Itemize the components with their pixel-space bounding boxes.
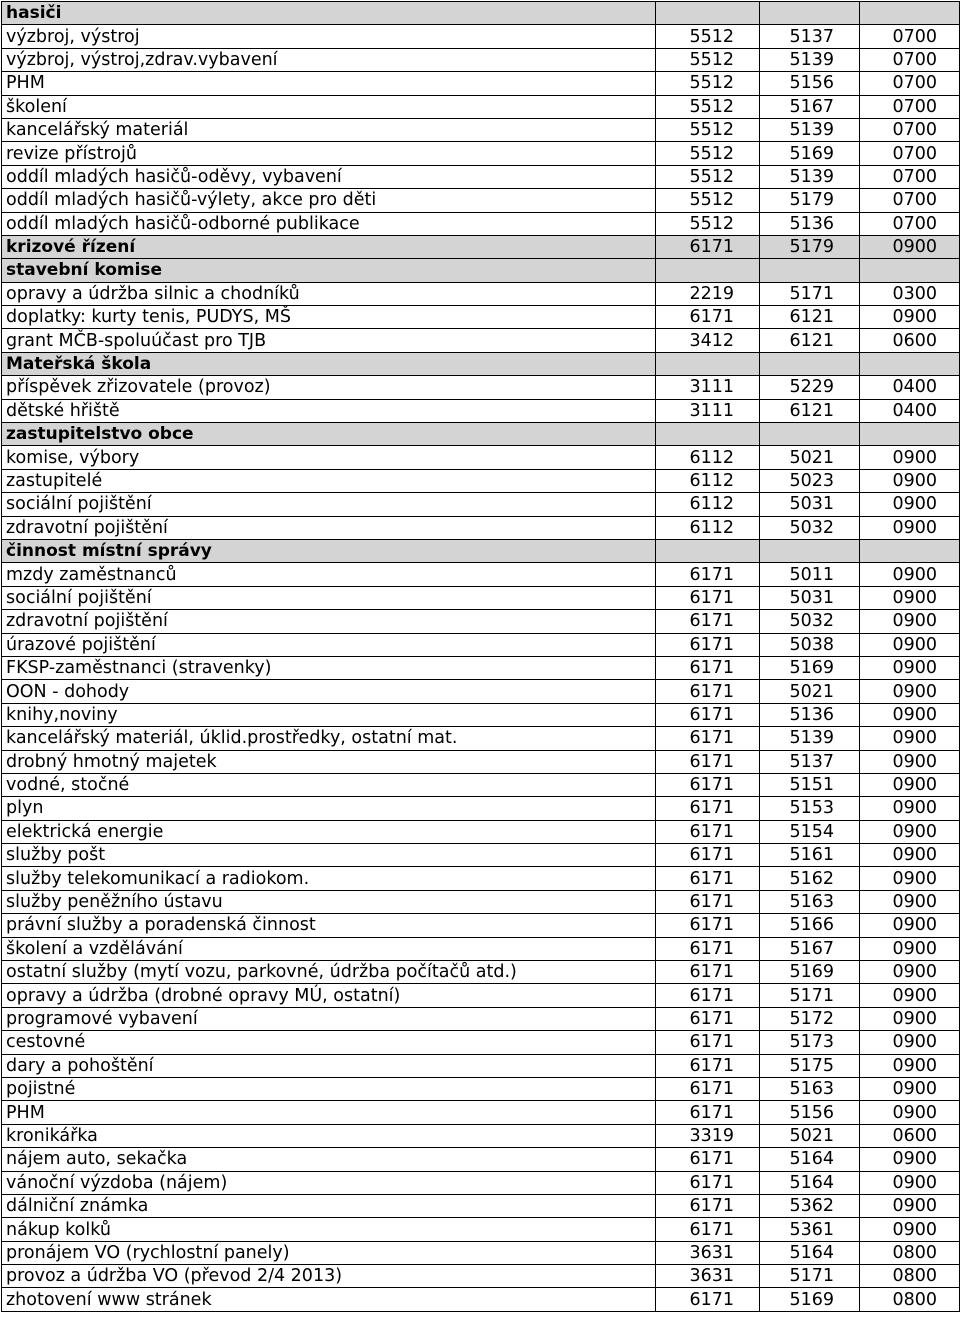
table-row — [2, 306, 960, 329]
code-b-cell: 5032 — [760, 610, 860, 633]
code-c-cell: 0700 — [860, 142, 960, 165]
item-label-cell: plyn — [2, 797, 656, 820]
code-b-cell: 5137 — [760, 750, 860, 773]
item-label-cell: služby telekomunikací a radiokom. — [2, 867, 656, 890]
table-row — [2, 329, 960, 352]
code-c-cell — [860, 2, 960, 25]
item-label-cell: sociální pojištění — [2, 493, 656, 516]
table-row — [2, 1288, 960, 1311]
item-label-cell: ostatní služby (mytí vozu, parkovné, údržba počítačů atd.) — [2, 961, 656, 984]
code-b-cell: 5136 — [760, 212, 860, 235]
code-c-cell: 0900 — [860, 1218, 960, 1241]
table-row — [2, 563, 960, 586]
code-b-cell: 5361 — [760, 1218, 860, 1241]
item-label-cell: zdravotní pojištění — [2, 610, 656, 633]
code-b-cell — [760, 423, 860, 446]
item-label-cell: úrazové pojištění — [2, 633, 656, 656]
table-row — [2, 1148, 960, 1171]
code-c-cell: 0900 — [860, 750, 960, 773]
item-label-cell: PHM — [2, 72, 656, 95]
item-label-cell: hasiči — [2, 2, 656, 25]
code-c-cell: 0800 — [860, 1288, 960, 1311]
item-label-cell: Mateřská škola — [2, 352, 656, 375]
table-row — [2, 890, 960, 913]
code-b-cell: 5164 — [760, 1241, 860, 1264]
item-label-cell: doplatky: kurty tenis, PUDYS, MŠ — [2, 306, 656, 329]
item-label-cell: kancelářský materiál, úklid.prostředky, ostatní mat. — [2, 727, 656, 750]
item-label-cell: výzbroj, výstroj,zdrav.vybavení — [2, 48, 656, 71]
code-a-cell: 2219 — [656, 282, 760, 305]
code-a-cell: 5512 — [656, 165, 760, 188]
item-label-cell: kancelářský materiál — [2, 118, 656, 141]
table-row — [2, 142, 960, 165]
code-a-cell: 5512 — [656, 212, 760, 235]
code-c-cell: 0900 — [860, 1054, 960, 1077]
code-b-cell: 5162 — [760, 867, 860, 890]
table-row — [2, 727, 960, 750]
code-b-cell: 5151 — [760, 773, 860, 796]
code-c-cell: 0900 — [860, 703, 960, 726]
table-row — [2, 95, 960, 118]
code-a-cell — [656, 2, 760, 25]
item-label-cell: krizové řízení — [2, 235, 656, 258]
table-row — [2, 984, 960, 1007]
code-a-cell: 6171 — [656, 1288, 760, 1311]
code-a-cell: 3111 — [656, 376, 760, 399]
item-label-cell: činnost místní správy — [2, 539, 656, 562]
code-c-cell: 0800 — [860, 1265, 960, 1288]
code-c-cell: 0900 — [860, 961, 960, 984]
table-row — [2, 914, 960, 937]
section-header-row — [2, 423, 960, 446]
code-a-cell: 6171 — [656, 1148, 760, 1171]
item-label-cell: elektrická energie — [2, 820, 656, 843]
code-b-cell: 5023 — [760, 469, 860, 492]
code-b-cell: 5171 — [760, 984, 860, 1007]
code-b-cell: 5163 — [760, 890, 860, 913]
code-c-cell: 0700 — [860, 165, 960, 188]
code-b-cell: 5171 — [760, 282, 860, 305]
code-b-cell: 5031 — [760, 493, 860, 516]
code-b-cell — [760, 539, 860, 562]
code-c-cell: 0900 — [860, 610, 960, 633]
budget-table-body — [2, 2, 960, 1312]
code-a-cell: 6171 — [656, 750, 760, 773]
code-a-cell: 6171 — [656, 656, 760, 679]
item-label-cell: oddíl mladých hasičů-odborné publikace — [2, 212, 656, 235]
code-c-cell: 0900 — [860, 469, 960, 492]
code-c-cell: 0600 — [860, 1124, 960, 1147]
code-a-cell: 5512 — [656, 72, 760, 95]
code-b-cell: 5179 — [760, 189, 860, 212]
code-a-cell: 5512 — [656, 142, 760, 165]
code-c-cell: 0900 — [860, 820, 960, 843]
item-label-cell: dálniční známka — [2, 1194, 656, 1217]
item-label-cell: dary a pohoštění — [2, 1054, 656, 1077]
item-label-cell: školení a vzdělávání — [2, 937, 656, 960]
code-c-cell: 0900 — [860, 1148, 960, 1171]
budget-table — [1, 1, 960, 1312]
item-label-cell: cestovné — [2, 1031, 656, 1054]
code-b-cell: 5156 — [760, 72, 860, 95]
code-b-cell: 5153 — [760, 797, 860, 820]
table-row — [2, 1007, 960, 1030]
item-label-cell: zdravotní pojištění — [2, 516, 656, 539]
code-b-cell: 5167 — [760, 95, 860, 118]
code-a-cell: 5512 — [656, 189, 760, 212]
table-row — [2, 610, 960, 633]
item-label-cell: dětské hřiště — [2, 399, 656, 422]
code-c-cell: 0900 — [860, 773, 960, 796]
code-c-cell: 0900 — [860, 586, 960, 609]
code-b-cell: 5021 — [760, 1124, 860, 1147]
code-b-cell — [760, 2, 860, 25]
code-c-cell — [860, 352, 960, 375]
item-label-cell: zastupitelé — [2, 469, 656, 492]
code-b-cell: 5171 — [760, 1265, 860, 1288]
table-row — [2, 633, 960, 656]
code-c-cell: 0900 — [860, 1077, 960, 1100]
code-c-cell: 0900 — [860, 1101, 960, 1124]
code-a-cell: 3111 — [656, 399, 760, 422]
code-a-cell: 5512 — [656, 48, 760, 71]
item-label-cell: OON - dohody — [2, 680, 656, 703]
table-row — [2, 493, 960, 516]
table-row — [2, 703, 960, 726]
table-row — [2, 937, 960, 960]
code-b-cell: 5163 — [760, 1077, 860, 1100]
code-c-cell: 0900 — [860, 235, 960, 258]
code-a-cell: 6171 — [656, 867, 760, 890]
code-c-cell: 0900 — [860, 1031, 960, 1054]
table-row — [2, 680, 960, 703]
code-c-cell: 0400 — [860, 399, 960, 422]
item-label-cell: právní služby a poradenská činnost — [2, 914, 656, 937]
table-row — [2, 399, 960, 422]
code-c-cell: 0900 — [860, 844, 960, 867]
code-a-cell: 5512 — [656, 118, 760, 141]
table-row — [2, 212, 960, 235]
code-b-cell: 5137 — [760, 25, 860, 48]
code-a-cell: 6112 — [656, 493, 760, 516]
code-b-cell: 5136 — [760, 703, 860, 726]
code-b-cell: 5139 — [760, 48, 860, 71]
item-label-cell: vodné, stočné — [2, 773, 656, 796]
code-a-cell: 6171 — [656, 633, 760, 656]
item-label-cell: oddíl mladých hasičů-oděvy, vybavení — [2, 165, 656, 188]
table-row — [2, 1171, 960, 1194]
table-row — [2, 1218, 960, 1241]
item-label-cell: provoz a údržba VO (převod 2/4 2013) — [2, 1265, 656, 1288]
code-b-cell: 5173 — [760, 1031, 860, 1054]
item-label-cell: programové vybavení — [2, 1007, 656, 1030]
code-c-cell: 0300 — [860, 282, 960, 305]
code-a-cell: 6112 — [656, 516, 760, 539]
code-a-cell: 6171 — [656, 680, 760, 703]
code-b-cell: 5172 — [760, 1007, 860, 1030]
table-row — [2, 25, 960, 48]
code-a-cell: 6171 — [656, 703, 760, 726]
item-label-cell: oddíl mladých hasičů-výlety, akce pro děti — [2, 189, 656, 212]
table-row — [2, 1194, 960, 1217]
code-a-cell: 3319 — [656, 1124, 760, 1147]
code-a-cell: 6171 — [656, 984, 760, 1007]
section-header-row — [2, 539, 960, 562]
section-header-row — [2, 235, 960, 258]
code-a-cell: 6171 — [656, 306, 760, 329]
item-label-cell: pojistné — [2, 1077, 656, 1100]
table-row — [2, 469, 960, 492]
code-a-cell: 3631 — [656, 1241, 760, 1264]
item-label-cell: zastupitelstvo obce — [2, 423, 656, 446]
code-a-cell: 6171 — [656, 961, 760, 984]
code-a-cell: 6171 — [656, 1031, 760, 1054]
code-c-cell: 0900 — [860, 797, 960, 820]
item-label-cell: FKSP-zaměstnanci (stravenky) — [2, 656, 656, 679]
table-row — [2, 282, 960, 305]
code-b-cell: 5139 — [760, 165, 860, 188]
code-b-cell: 5161 — [760, 844, 860, 867]
code-b-cell: 5031 — [760, 586, 860, 609]
item-label-cell: příspěvek zřizovatele (provoz) — [2, 376, 656, 399]
code-b-cell: 5032 — [760, 516, 860, 539]
item-label-cell: grant MČB-spoluúčast pro TJB — [2, 329, 656, 352]
table-row — [2, 1265, 960, 1288]
code-c-cell — [860, 539, 960, 562]
code-a-cell: 6171 — [656, 1171, 760, 1194]
table-row — [2, 656, 960, 679]
table-row — [2, 844, 960, 867]
item-label-cell: nákup kolků — [2, 1218, 656, 1241]
table-row — [2, 118, 960, 141]
table-row — [2, 961, 960, 984]
table-row — [2, 773, 960, 796]
code-b-cell: 5169 — [760, 1288, 860, 1311]
code-b-cell: 5362 — [760, 1194, 860, 1217]
code-b-cell: 6121 — [760, 329, 860, 352]
code-a-cell: 6171 — [656, 1054, 760, 1077]
code-c-cell: 0900 — [860, 984, 960, 1007]
code-b-cell: 6121 — [760, 306, 860, 329]
code-a-cell: 3412 — [656, 329, 760, 352]
code-c-cell: 0900 — [860, 306, 960, 329]
table-row — [2, 1241, 960, 1264]
code-a-cell — [656, 539, 760, 562]
code-c-cell: 0900 — [860, 937, 960, 960]
table-row — [2, 1077, 960, 1100]
code-a-cell: 6171 — [656, 937, 760, 960]
table-row — [2, 516, 960, 539]
table-row — [2, 376, 960, 399]
code-c-cell: 0700 — [860, 72, 960, 95]
code-b-cell: 5164 — [760, 1171, 860, 1194]
item-label-cell: školení — [2, 95, 656, 118]
code-c-cell: 0700 — [860, 48, 960, 71]
code-a-cell — [656, 259, 760, 282]
table-row — [2, 446, 960, 469]
item-label-cell: služby peněžního ústavu — [2, 890, 656, 913]
table-row — [2, 1124, 960, 1147]
code-c-cell: 0900 — [860, 633, 960, 656]
item-label-cell: pronájem VO (rychlostní panely) — [2, 1241, 656, 1264]
item-label-cell: PHM — [2, 1101, 656, 1124]
code-c-cell: 0700 — [860, 95, 960, 118]
code-b-cell: 5167 — [760, 937, 860, 960]
code-b-cell — [760, 259, 860, 282]
code-c-cell: 0900 — [860, 914, 960, 937]
code-b-cell: 6121 — [760, 399, 860, 422]
code-b-cell: 5179 — [760, 235, 860, 258]
code-a-cell: 6171 — [656, 586, 760, 609]
code-a-cell: 6171 — [656, 797, 760, 820]
code-a-cell: 6171 — [656, 235, 760, 258]
item-label-cell: komise, výbory — [2, 446, 656, 469]
code-a-cell: 6171 — [656, 1218, 760, 1241]
code-c-cell: 0900 — [860, 493, 960, 516]
code-b-cell: 5021 — [760, 680, 860, 703]
item-label-cell: knihy,noviny — [2, 703, 656, 726]
code-c-cell: 0700 — [860, 25, 960, 48]
item-label-cell: drobný hmotný majetek — [2, 750, 656, 773]
table-row — [2, 867, 960, 890]
code-a-cell: 6171 — [656, 844, 760, 867]
code-c-cell: 0700 — [860, 118, 960, 141]
code-a-cell: 6171 — [656, 773, 760, 796]
code-c-cell: 0900 — [860, 516, 960, 539]
code-c-cell: 0900 — [860, 890, 960, 913]
code-c-cell: 0900 — [860, 727, 960, 750]
code-c-cell: 0800 — [860, 1241, 960, 1264]
code-a-cell: 5512 — [656, 95, 760, 118]
item-label-cell: stavební komise — [2, 259, 656, 282]
code-a-cell: 6171 — [656, 1007, 760, 1030]
code-c-cell: 0700 — [860, 189, 960, 212]
code-a-cell: 3631 — [656, 1265, 760, 1288]
item-label-cell: opravy a údržba silnic a chodníků — [2, 282, 656, 305]
code-a-cell: 6171 — [656, 610, 760, 633]
code-b-cell: 5156 — [760, 1101, 860, 1124]
item-label-cell: výzbroj, výstroj — [2, 25, 656, 48]
code-b-cell: 5166 — [760, 914, 860, 937]
item-label-cell: zhotovení www stránek — [2, 1288, 656, 1311]
code-b-cell: 5169 — [760, 656, 860, 679]
code-b-cell: 5169 — [760, 961, 860, 984]
code-a-cell: 6171 — [656, 1077, 760, 1100]
table-row — [2, 72, 960, 95]
code-c-cell: 0900 — [860, 867, 960, 890]
item-label-cell: opravy a údržba (drobné opravy MÚ, ostatní) — [2, 984, 656, 1007]
section-header-row — [2, 259, 960, 282]
code-b-cell: 5154 — [760, 820, 860, 843]
table-row — [2, 1101, 960, 1124]
code-c-cell: 0900 — [860, 656, 960, 679]
code-c-cell: 0700 — [860, 212, 960, 235]
table-row — [2, 586, 960, 609]
table-row — [2, 750, 960, 773]
code-a-cell: 6171 — [656, 1101, 760, 1124]
code-c-cell: 0900 — [860, 446, 960, 469]
code-a-cell: 6171 — [656, 914, 760, 937]
code-a-cell — [656, 352, 760, 375]
code-c-cell — [860, 423, 960, 446]
item-label-cell: sociální pojištění — [2, 586, 656, 609]
item-label-cell: nájem auto, sekačka — [2, 1148, 656, 1171]
code-c-cell: 0900 — [860, 563, 960, 586]
code-a-cell: 6171 — [656, 727, 760, 750]
code-c-cell — [860, 259, 960, 282]
table-row — [2, 189, 960, 212]
code-c-cell: 0600 — [860, 329, 960, 352]
table-row — [2, 1054, 960, 1077]
table-row — [2, 48, 960, 71]
code-b-cell: 5038 — [760, 633, 860, 656]
code-b-cell: 5175 — [760, 1054, 860, 1077]
code-b-cell: 5139 — [760, 727, 860, 750]
table-row — [2, 820, 960, 843]
code-b-cell — [760, 352, 860, 375]
section-header-row — [2, 352, 960, 375]
code-a-cell: 6171 — [656, 563, 760, 586]
code-b-cell: 5169 — [760, 142, 860, 165]
code-b-cell: 5229 — [760, 376, 860, 399]
code-b-cell: 5139 — [760, 118, 860, 141]
code-c-cell: 0900 — [860, 1007, 960, 1030]
section-header-row — [2, 2, 960, 25]
code-c-cell: 0400 — [860, 376, 960, 399]
code-c-cell: 0900 — [860, 680, 960, 703]
code-b-cell: 5011 — [760, 563, 860, 586]
code-a-cell: 5512 — [656, 25, 760, 48]
item-label-cell: služby pošt — [2, 844, 656, 867]
code-a-cell: 6171 — [656, 1194, 760, 1217]
code-a-cell: 6112 — [656, 469, 760, 492]
code-a-cell: 6171 — [656, 820, 760, 843]
table-row — [2, 165, 960, 188]
code-c-cell: 0900 — [860, 1171, 960, 1194]
table-row — [2, 797, 960, 820]
code-a-cell — [656, 423, 760, 446]
table-row — [2, 1031, 960, 1054]
code-b-cell: 5164 — [760, 1148, 860, 1171]
code-a-cell: 6171 — [656, 890, 760, 913]
code-b-cell: 5021 — [760, 446, 860, 469]
code-a-cell: 6112 — [656, 446, 760, 469]
item-label-cell: vánoční výzdoba (nájem) — [2, 1171, 656, 1194]
item-label-cell: kronikářka — [2, 1124, 656, 1147]
item-label-cell: revize přístrojů — [2, 142, 656, 165]
item-label-cell: mzdy zaměstnanců — [2, 563, 656, 586]
code-c-cell: 0900 — [860, 1194, 960, 1217]
